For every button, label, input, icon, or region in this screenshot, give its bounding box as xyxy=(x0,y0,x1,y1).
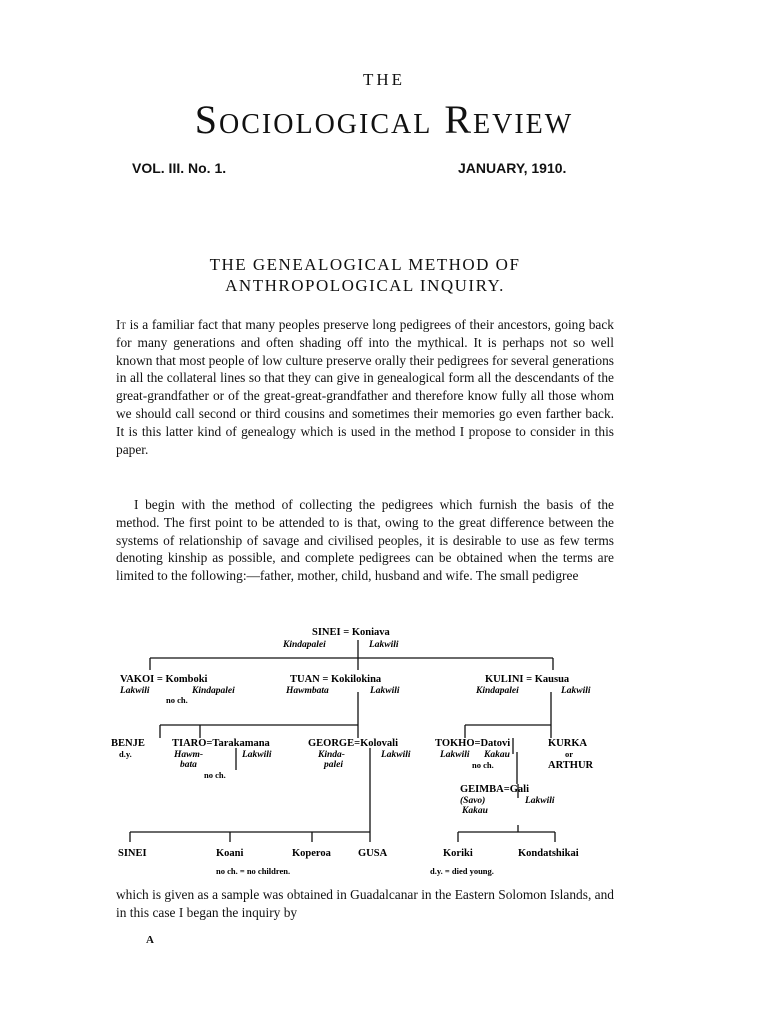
clan-lakwili: Lakwili xyxy=(525,796,555,806)
geimba-savo: (Savo) xyxy=(460,796,486,806)
pedigree-chart xyxy=(100,620,630,880)
clan-kindapalei: Kindapalei xyxy=(476,686,519,696)
kondatshikai: Kondatshikai xyxy=(518,848,579,859)
journal-title: Sociological Review xyxy=(194,97,574,142)
article-title-line-1: THE GENEALOGICAL METHOD OF xyxy=(209,255,521,274)
benje: BENJE xyxy=(111,738,145,749)
kulini-kausua: KULINI = Kausua xyxy=(485,674,570,685)
tuan-kokilokina: TUAN = Kokilokina xyxy=(290,674,382,685)
clan-hawmbata: Hawmbata xyxy=(286,686,329,696)
legend-no-children: no ch. = no children. xyxy=(216,866,291,876)
clan-lakwili: Lakwili xyxy=(440,750,470,760)
kurka-or: or xyxy=(565,749,574,759)
signature-mark: A xyxy=(146,934,154,946)
paragraph-3: which is given as a sample was obtained in Guadalcanar in the Eastern Solomon Islands, and in this case I began the inquiry by xyxy=(116,887,614,920)
tiaro-note: no ch. xyxy=(204,770,226,780)
paragraph-2: I begin with the method of collecting the pedigrees which furnish the basis of the method. The first point to be attended to is that, owing to the great difference between the systems of relationship of savage and civilised peoples, it is desirable to use as few terms denoting kinship as possible, and complete pedigrees can be obtained when the terms are limited to the following:—father, mother, child, husband and wife. The small pedigree xyxy=(116,497,614,584)
clan-lakwili: Lakwili xyxy=(381,750,411,760)
koperoa: Koperoa xyxy=(292,848,331,859)
clan-kinda: Kinda- xyxy=(318,750,345,760)
arthur: ARTHUR xyxy=(548,760,594,771)
clan-lakwili: Lakwili xyxy=(369,640,399,650)
clan-hawm: Hawm- xyxy=(174,750,204,760)
legend-died-young: d.y. = died young. xyxy=(430,866,494,876)
clan-lakwili: Lakwili xyxy=(370,686,400,696)
issue-date: JANUARY, 1910. xyxy=(458,160,567,176)
koani: Koani xyxy=(216,848,244,859)
article-title-line-2: ANTHROPOLOGICAL INQUIRY. xyxy=(225,276,505,295)
clan-kakau: Kakau xyxy=(462,806,488,816)
paragraph-1-text: is a familiar fact that many peoples preserve long pedigrees of their ancestors, going back for many generations and often shading off into the mythical. It is perhaps not so well known that most people of low culture preserve orally their pedigrees for several generations in all the collateral lines so that they can give in genealogical form all the descendants of the great-grandfather or of the great-great-grandfather and therefore know fully all those whom we should call second or third cousins and sometimes their memories go even farther back. It is this latter kind of genealogy which is used in the method I propose to consider in this paper. xyxy=(116,317,614,457)
clan-kindapalei: Kindapalei xyxy=(283,640,326,650)
sinei-koniava: SINEI = Koniava xyxy=(312,627,390,638)
paragraph-1 xyxy=(116,316,614,458)
clan-palei: palei xyxy=(324,760,343,770)
volume-number: VOL. III. No. 1. xyxy=(132,160,227,176)
koriki: Koriki xyxy=(443,848,473,859)
vakoi-komboki: VAKOI = Komboki xyxy=(120,674,208,685)
clan-kindapalei: Kindapalei xyxy=(192,686,235,696)
journal-kicker: THE xyxy=(362,70,406,89)
clan-lakwili: Lakwili xyxy=(242,750,272,760)
benje-note: d.y. xyxy=(119,749,132,759)
clan-lakwili: Lakwili xyxy=(561,686,591,696)
george-kolovali: GEORGE=Kolovali xyxy=(308,738,398,749)
clan-lakwili: Lakwili xyxy=(120,686,150,696)
kurka: KURKA xyxy=(548,738,588,749)
clan-kakau: Kakau xyxy=(484,750,510,760)
clan-bata: bata xyxy=(180,760,197,770)
vakoi-note: no ch. xyxy=(166,695,188,705)
tiaro-tarakamana: TIARO=Tarakamana xyxy=(172,738,270,749)
tokho-note: no ch. xyxy=(472,760,494,770)
gusa: GUSA xyxy=(358,848,388,859)
drop-word: It xyxy=(116,317,126,332)
geimba-gali: GEIMBA=Gali xyxy=(460,784,529,795)
tokho-datovi: TOKHO=Datovi xyxy=(435,738,511,749)
sinei-child: SINEI xyxy=(118,848,147,859)
article-title xyxy=(0,254,730,296)
